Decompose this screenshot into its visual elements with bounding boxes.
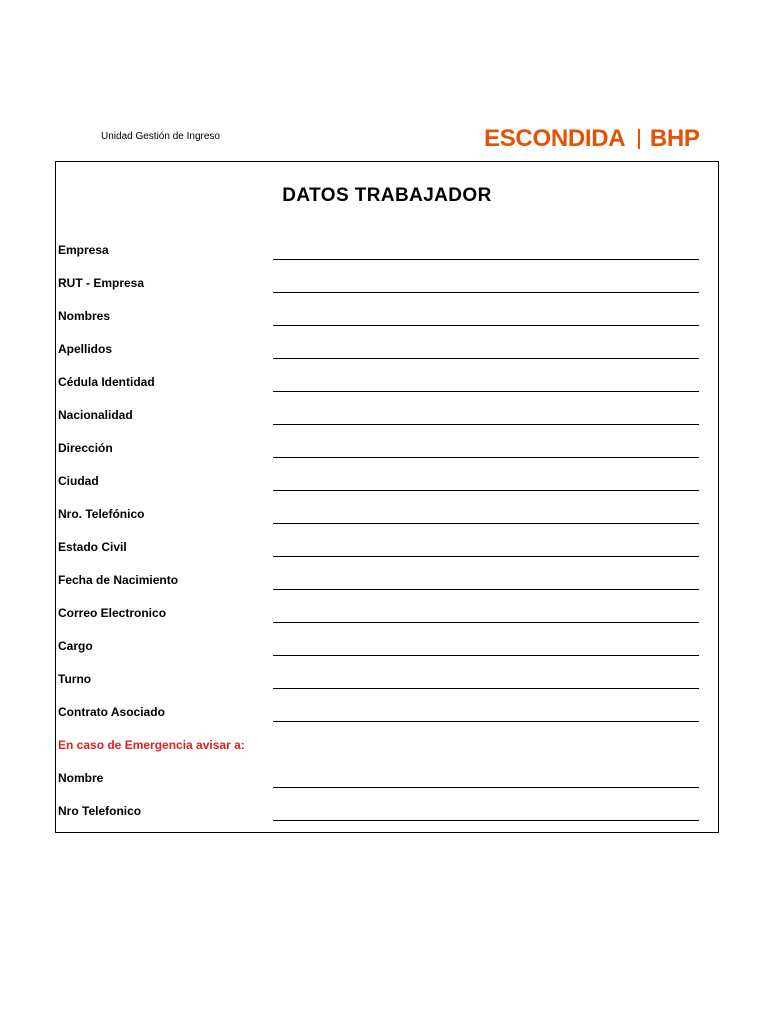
field-label: Nro. Telefónico — [58, 507, 145, 521]
field-label: Nombre — [58, 771, 104, 785]
field-label: Nacionalidad — [58, 408, 133, 422]
form-row-nro-telefonico — [56, 491, 718, 524]
form-row-empresa — [56, 227, 718, 260]
field-label: Correo Electronico — [58, 606, 167, 620]
field-label: Ciudad — [58, 474, 99, 488]
brand-logo — [484, 124, 700, 154]
form-row-estado-civil — [56, 524, 718, 557]
field-label: Apellidos — [58, 342, 113, 356]
form-row-nro-telefonico — [56, 788, 718, 821]
form-row-ciudad — [56, 458, 718, 491]
brand-logo-escondida: ESCONDIDA — [484, 125, 626, 152]
field-label: Cargo — [58, 639, 93, 653]
emergency-heading-row — [56, 722, 718, 755]
form-row-cedula-identidad — [56, 359, 718, 392]
form-row-cargo — [56, 623, 718, 656]
form-row-turno — [56, 656, 718, 689]
form-row-contrato-asociado — [56, 689, 718, 722]
form-row-nombre — [56, 755, 718, 788]
worker-data-form — [55, 161, 719, 833]
field-label: RUT - Empresa — [58, 276, 145, 290]
form-row-nombres — [56, 293, 718, 326]
brand-logo-separator — [638, 129, 640, 149]
field-label: Nombres — [58, 309, 111, 323]
field-label: Estado Civil — [58, 540, 127, 554]
form-row-correo-electronico — [56, 590, 718, 623]
form-row-nacionalidad — [56, 392, 718, 425]
unit-label: Unidad Gestión de Ingreso — [101, 131, 220, 142]
brand-logo-bhp: BHP — [649, 125, 700, 152]
form-row-rut-empresa — [56, 260, 718, 293]
form-row-fecha-de-nacimiento — [56, 557, 718, 590]
field-label: Cédula Identidad — [58, 375, 155, 389]
field-blank-line[interactable] — [273, 820, 699, 821]
field-label: Fecha de Nacimiento — [58, 573, 179, 587]
field-label: Turno — [58, 672, 92, 686]
emergency-heading: En caso de Emergencia avisar a: — [58, 738, 245, 752]
field-label: Dirección — [58, 441, 113, 455]
form-row-apellidos — [56, 326, 718, 359]
form-rows — [56, 162, 718, 832]
field-label: Nro Telefonico — [58, 804, 142, 818]
form-title: DATOS TRABAJADOR — [282, 185, 492, 206]
form-row-direccion — [56, 425, 718, 458]
field-label: Empresa — [58, 243, 109, 257]
field-label: Contrato Asociado — [58, 705, 165, 719]
